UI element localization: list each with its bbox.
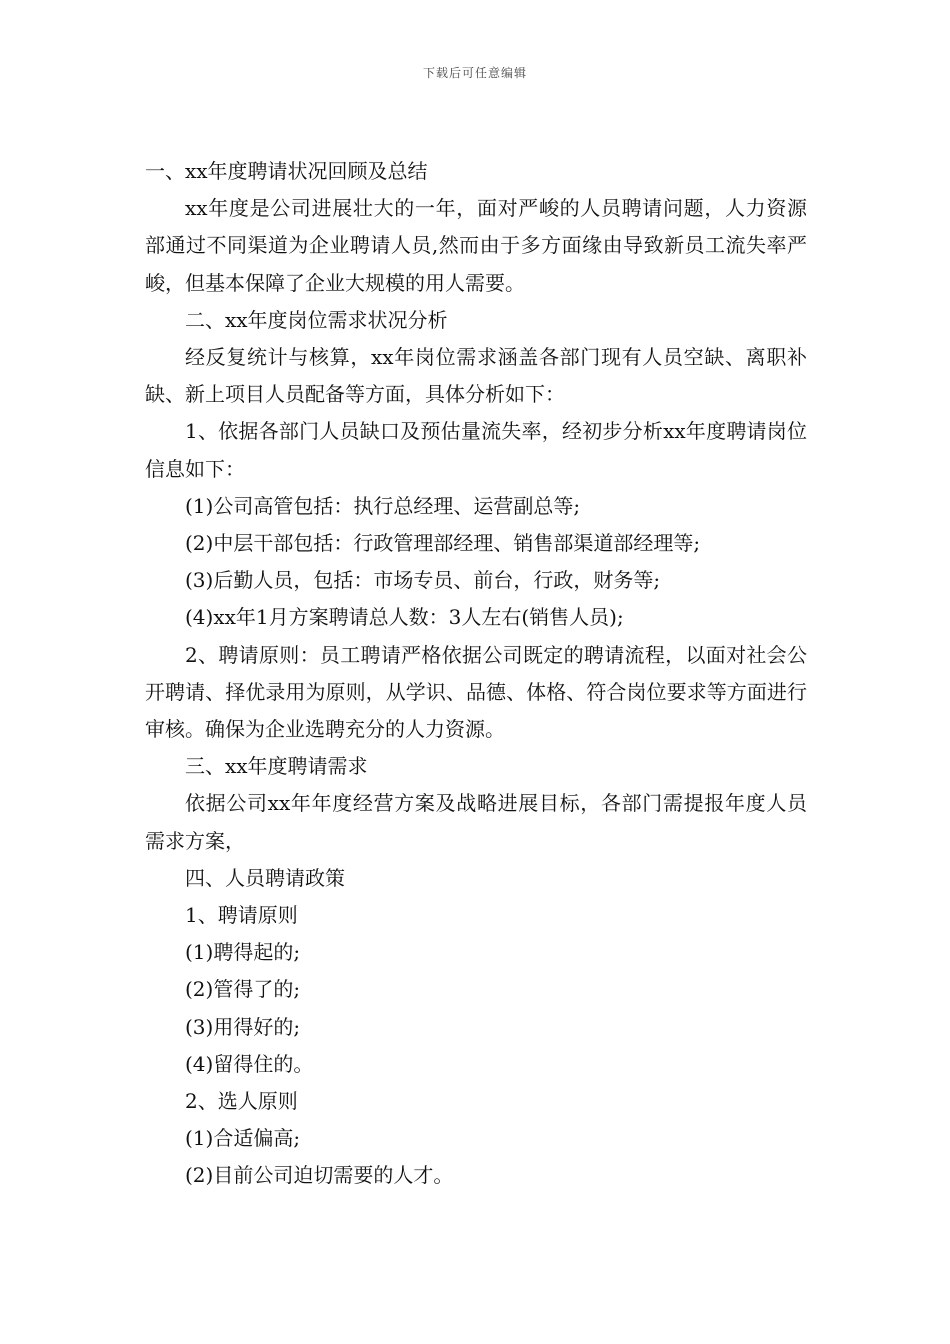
- paragraph-hiring-demand: 依据公司xx年年度经营方案及战略进展目标，各部门需提报年度人员需求方案，: [145, 791, 807, 853]
- subheading-selection-principles: 2、选人原则: [185, 1089, 298, 1114]
- paragraph-review-summary: xx年度是公司进展壮大的一年，面对严峻的人员聘请问题，人力资源部通过不同渠道为企业聘请人员,然而由于多方面缘由导致新员工流失率严峻，但基本保障了企业大规模的用人需要。: [145, 196, 807, 295]
- list-item: (3)后勤人员，包括：市场专员、前台，行政，财务等;: [185, 568, 661, 593]
- list-item: (4)xx年1月方案聘请总人数：3人左右(销售人员);: [185, 605, 624, 630]
- list-item: (3)用得好的;: [185, 1014, 301, 1039]
- section-heading-4: 四、人员聘请政策: [185, 865, 345, 890]
- page-header-note: 下载后可任意编辑: [422, 66, 527, 80]
- paragraph-hiring-principle: 2、聘请原则：员工聘请严格依据公司既定的聘请流程，以面对社会公开聘请、择优录用为原则，从学识、品德、体格、符合岗位要求等方面进行审核。确保为企业选聘充分的人力资源。: [145, 642, 807, 742]
- list-item: (1)聘得起的;: [185, 940, 301, 965]
- section-heading-2: 二、xx年度岗位需求状况分析: [185, 307, 448, 332]
- list-item: (4)留得住的。: [185, 1051, 314, 1076]
- list-item: (2)管得了的;: [185, 977, 301, 1002]
- list-item: (2)中层干部包括：行政管理部经理、销售部渠道部经理等;: [185, 531, 701, 556]
- list-item: (1)公司高管包括：执行总经理、运营副总等;: [185, 493, 581, 518]
- document-body: [145, 153, 807, 1195]
- section-heading-1: 一、xx年度聘请状况回顾及总结: [145, 159, 428, 183]
- subheading-hiring-principles: 1、聘请原则: [185, 903, 298, 928]
- list-item: (1)合适偏高;: [185, 1126, 301, 1151]
- paragraph-demand-analysis: 经反复统计与核算，xx年岗位需求涵盖各部门现有人员空缺、离职补缺、新上项目人员配备等方面，具体分析如下：: [145, 345, 807, 407]
- section-heading-3: 三、xx年度聘请需求: [185, 754, 368, 779]
- list-item: (2)目前公司迫切需要的人才。: [185, 1163, 454, 1188]
- paragraph-position-info: 1、依据各部门人员缺口及预估量流失率，经初步分析xx年度聘请岗位信息如下：: [145, 419, 807, 481]
